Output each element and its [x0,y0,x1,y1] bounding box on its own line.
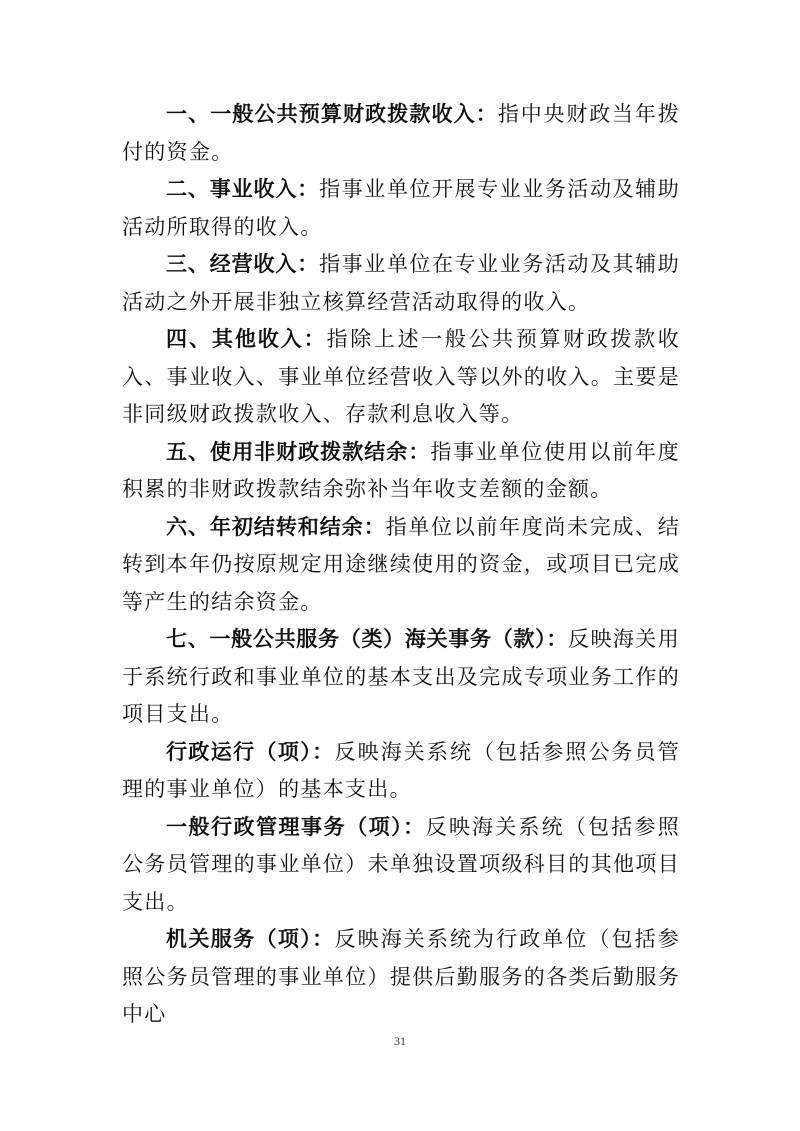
definition-text: 指事业单位使用以前年度积累的非财政拨款结余弥补当年收支差额的金额。 [122,439,680,501]
term-label: 七、一般公共服务（类）海关事务（款）： [166,627,569,651]
term-label: 行政运行（项）： [166,739,335,764]
term-label: 一般行政管理事务（项）： [166,814,426,839]
paragraph-non-fiscal-surplus [122,434,680,509]
definition-text: 指除上述一般公共预算财政拨款收入、事业收入、事业单位经营收入等以外的收入。主要是非同级财政拨款收入、存款利息收入等。 [122,327,681,426]
paragraph-general-budget-income [122,96,680,171]
term-label: 五、使用非财政拨款结余： [166,439,431,464]
paragraph-business-income [122,171,680,246]
paragraph-general-admin-affairs [122,809,680,922]
definition-text: 指单位以前年度尚未完成、结转到本年仍按原规定用途继续使用的资金，或项目已完成等产生的结余资金。 [122,514,681,614]
page-number: 31 [394,1034,406,1048]
paragraph-customs-affairs [122,621,680,734]
paragraph-other-income [122,321,680,434]
term-label: 四、其他收入： [166,327,327,351]
term-label: 三、经营收入： [166,252,320,276]
term-label: 二、事业收入： [166,177,320,201]
definition-text: 指事业单位在专业业务活动及其辅助活动之外开展非独立核算经营活动取得的收入。 [122,252,680,314]
definition-text: 反映海关系统为行政单位（包括参照公务员管理的事业单位）提供后勤服务的各类后勤服务中心 [122,927,680,1026]
term-label: 机关服务（项）： [166,927,335,951]
paragraph-carryover-balance [122,509,680,622]
definition-text: 反映海关用于系统行政和事业单位的基本支出及完成专项业务工作的项目支出。 [122,627,680,726]
paragraph-operating-income [122,246,680,321]
definition-text: 指中央财政当年拨付的资金。 [122,102,680,164]
paragraph-administrative-operation [122,734,680,809]
definition-text: 指事业单位开展专业业务活动及辅助活动所取得的收入。 [122,177,680,239]
term-label: 六、年初结转和结余： [166,514,386,539]
term-label: 一、一般公共预算财政拨款收入： [166,102,498,126]
paragraph-agency-services [122,921,680,1034]
definition-text: 反映海关系统（包括参照公务员管理的事业单位）的基本支出。 [122,739,680,801]
document-body [122,96,680,1034]
definition-text: 反映海关系统（包括参照公务员管理的事业单位）未单独设置项级科目的其他项目支出。 [122,814,680,914]
